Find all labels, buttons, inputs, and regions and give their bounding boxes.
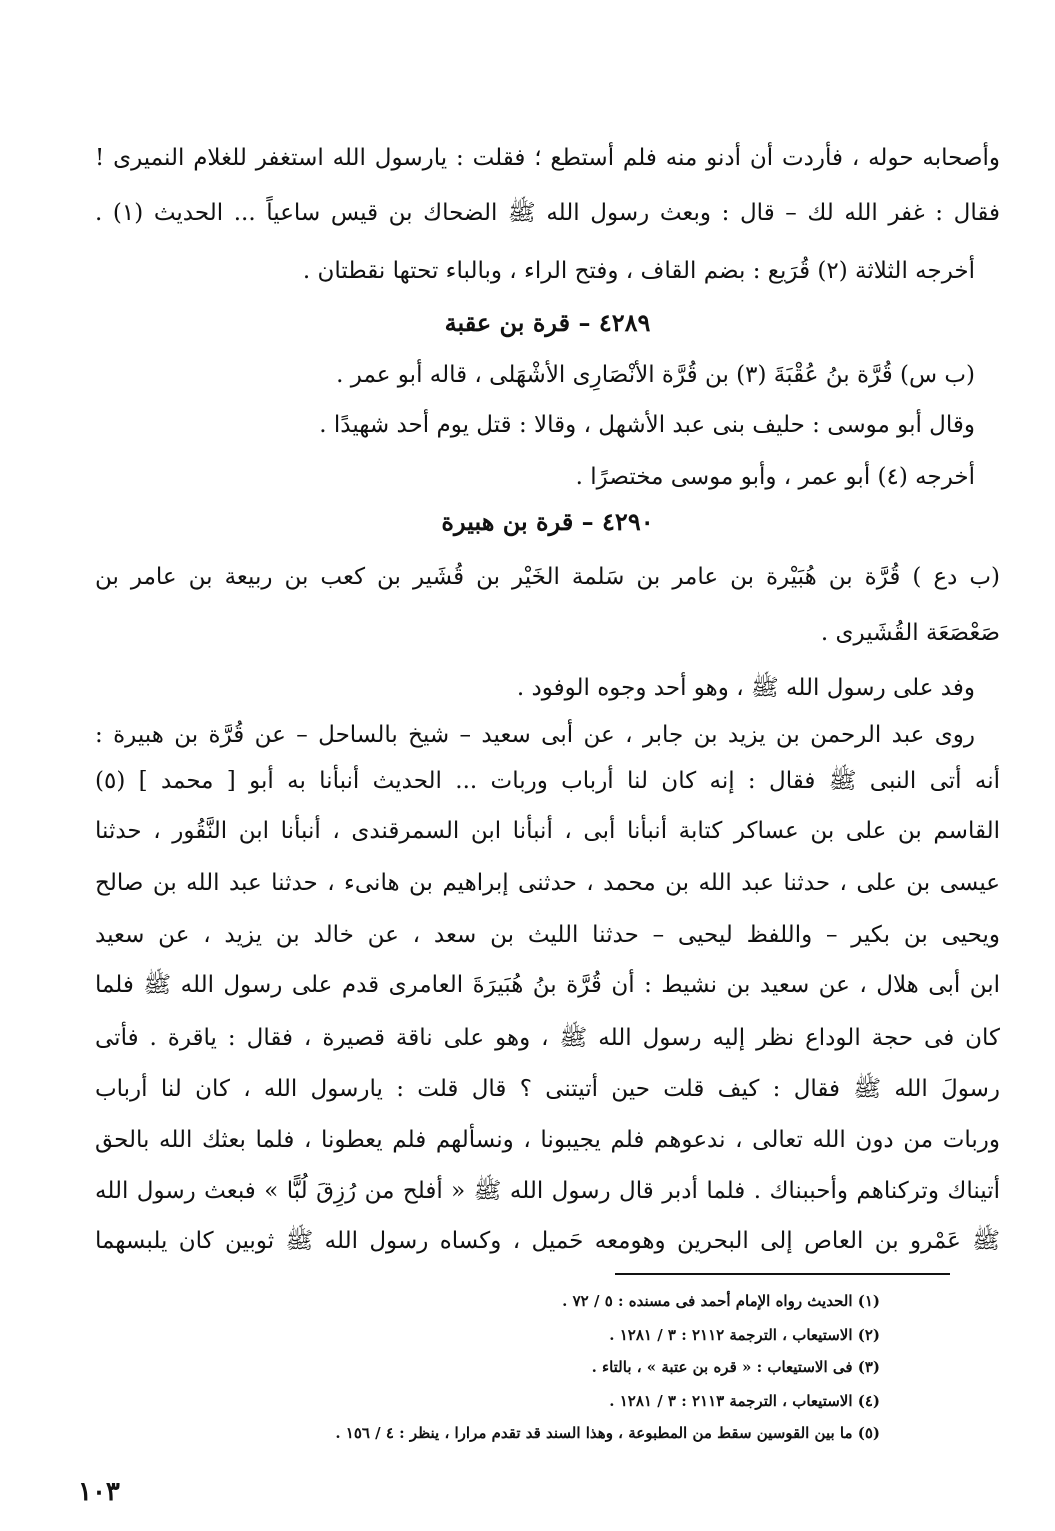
body-line: صَعْصَعَة القُشَيرى . <box>820 620 1000 646</box>
body-line: وقال أبو موسى : حليف بنى عبد الأشهل ، وقالا : قتل يوم أحد شهيدًا . <box>319 412 975 438</box>
body-line: وأصحابه حوله ، فأردت أن أدنو منه فلم أستطع ؛ فقلت : يارسول الله استغفر للغلام النميرى ! <box>95 145 1000 171</box>
footnote: (٣) فى الاستيعاب : « قره بن عتبة » ، بالتاء . <box>591 1358 880 1376</box>
footnote: (٢) الاستيعاب ، الترجمة ٢١١٢ : ٣ / ١٢٨١ . <box>609 1326 880 1344</box>
body-line: روى عبد الرحمن بن يزيد بن جابر ، عن أبى سعيد – شيخ بالساحل – عن قُرَّة بن هبيرة : <box>95 722 975 748</box>
body-line: فقال : غفر الله لك – قال : وبعث رسول الله ﷺ الضحاك بن قيس ساعياً ... الحديث (١) . <box>95 200 1000 226</box>
body-line: رسولَ الله ﷺ فقال : كيف قلت حين أتيتنى ؟ قال قلت : يارسول الله ، كان لنا أرباب <box>95 1076 1000 1102</box>
body-line: القاسم بن على بن عساكر كتابة أنبأنا أبى ، أنبأنا ابن السمرقندى ، أنبأنا ابن النَّقُور ، حدثنا <box>95 818 1000 844</box>
footnote-separator <box>615 1273 950 1275</box>
body-line: ويحيى بن بكير – واللفظ ليحيى – حدثنا الليث بن سعد ، عن خالد بن يزيد ، عن سعيد <box>95 922 1000 948</box>
body-line: أخرجه (٤) أبو عمر ، وأبو موسى مختصرًا . <box>575 464 975 490</box>
body-line: أخرجه الثلاثة (٢) قُرَيع : بضم القاف ، وفتح الراء ، وبالباء تحتها نقطتان . <box>302 258 975 284</box>
page-number: ١٠٣ <box>78 1477 120 1507</box>
body-line: وربات من دون الله تعالى ، ندعوهم فلم يجيبونا ، ونسألهم فلم يعطونا ، فلما بعثك الله بالحق <box>95 1127 1000 1153</box>
body-line: (ب دع ) قُرَّة بن هُبَيْرة بن عامر بن سَلمة الخَيْر بن قُشَير بن كعب بن ربيعة بن عامر بن <box>95 564 1000 590</box>
footnote: (٤) الاستيعاب ، الترجمة ٢١١٣ : ٣ / ١٢٨١ . <box>609 1392 880 1410</box>
body-line: عيسى بن على ، حدثنا عبد الله بن محمد ، حدثنى إبراهيم بن هانىء ، حدثنا عبد الله بن صالح <box>95 870 1000 896</box>
body-line: ﷺ عَمْرو بن العاص إلى البحرين وهومعه حَميل ، وكساه رسول الله ﷺ ثوبين كان يلبسهما <box>95 1228 1000 1254</box>
footnote: (١) الحديث رواه الإمام أحمد فى مسنده : ٥ / ٧٢ . <box>562 1292 880 1310</box>
body-line: كان فى حجة الوداع نظر إليه رسول الله ﷺ ، وهو على ناقة قصيرة ، فقال : ياقرة . فأتى <box>95 1025 1000 1051</box>
entry-heading: ٤٢٩٠ – قرة بن هبيرة <box>441 507 654 536</box>
body-line: (ب س) قُرَّة بنُ عُقْبَةَ (٣) بن قُرَّة الأنْصَارِى الأشْهَلى ، قاله أبو عمر . <box>336 362 975 388</box>
body-line: ابن أبى هلال ، عن سعيد بن نشيط : أن قُرَّة بنُ هُبَيرَةَ العامرى قدم على رسول الله ﷺ فلما <box>95 972 1000 998</box>
body-line: أتيناك وتركناهم وأحببناك . فلما أدبر قال رسول الله ﷺ « أفلح من رُزِقَ لُبًّا » فبعث رسول الله <box>95 1178 1000 1204</box>
body-line: أنه أتى النبى ﷺ فقال : إنه كان لنا أرباب وربات ... الحديث أنبأنا به أبو [ محمد ] (٥) <box>95 768 1000 794</box>
body-line: وفد على رسول الله ﷺ ، وهو أحد وجوه الوفود . <box>516 675 975 701</box>
entry-heading: ٤٢٨٩ – قرة بن عقبة <box>444 308 651 337</box>
footnote: (٥) ما بين القوسين سقط من المطبوعة ، وهذا السند قد تقدم مرارا ، ينظر : ٤ / ١٥٦ . <box>335 1424 880 1442</box>
